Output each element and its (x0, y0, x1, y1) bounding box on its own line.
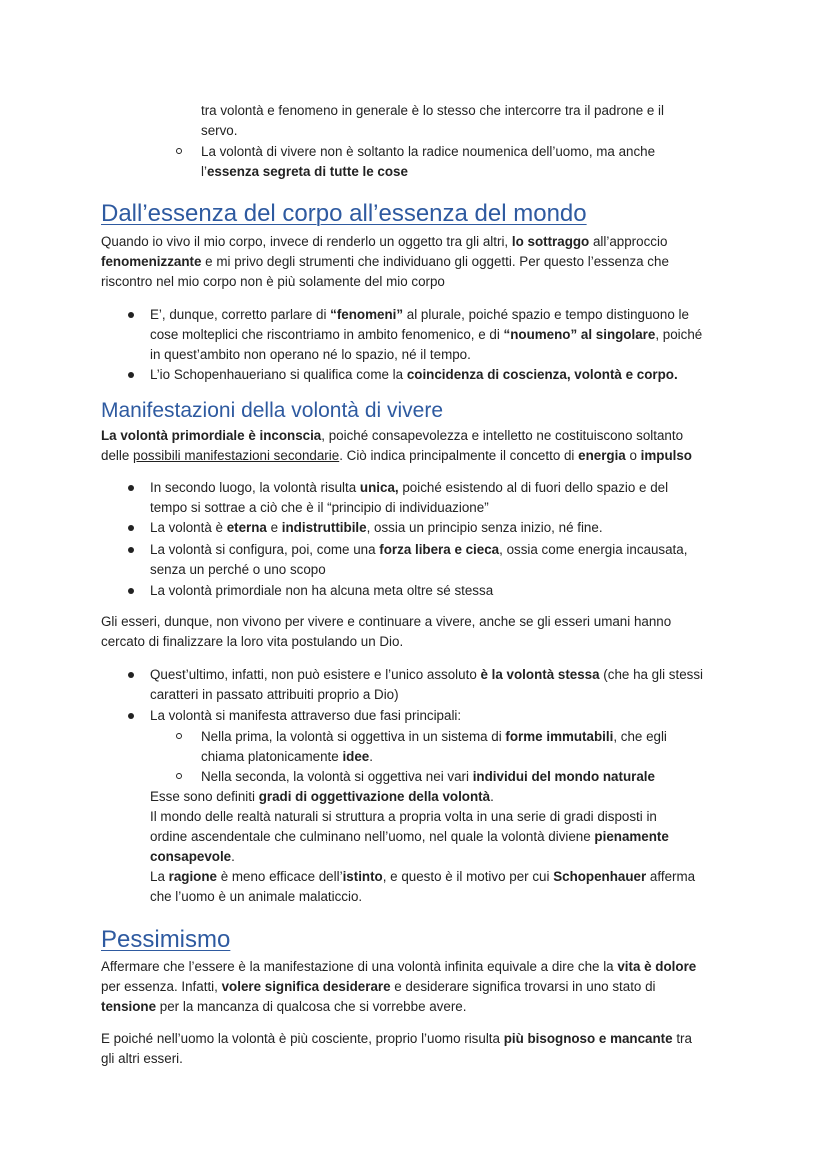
text-line: Esse sono definiti gradi di oggettivazione della volontà. (150, 789, 494, 804)
text-line: La volontà si manifesta attraverso due fasi principali: (150, 708, 462, 723)
bullet-icon (128, 525, 134, 531)
text-line: per essenza. Infatti, volere significa desiderare e desiderare significa trovarsi in uno stato di (101, 979, 656, 994)
text-line: in quest’ambito non operano né lo spazio, né il tempo. (150, 347, 471, 362)
bullet-icon (128, 672, 134, 678)
text-line: riscontro nel mio corpo non è più solamente del mio corpo (101, 274, 445, 289)
bullet-icon (128, 485, 134, 491)
text-line: che l’uomo è un animale malaticcio. (150, 889, 363, 904)
text-line: La ragione è meno efficace dell’istinto, e questo è il motivo per cui Schopenhauer afferma (150, 869, 696, 884)
text-line: Gli esseri, dunque, non vivono per vivere e continuare a vivere, anche se gli esseri umani hanno (101, 614, 672, 629)
text-line: tra volontà e fenomeno in generale è lo stesso che intercorre tra il padrone e il (201, 103, 664, 118)
text-line: La volontà primordiale non ha alcuna meta oltre sé stessa (150, 583, 494, 598)
text-line: fenomenizzante e mi privo degli strumenti che individuano gli oggetti. Per questo l’essenza che (101, 254, 669, 269)
text-line: tempo si sottrae a ciò che è il “principio di individuazione” (150, 500, 489, 515)
text-line: In secondo luogo, la volontà risulta unica, poiché esistendo al di fuori dello spazio e del (150, 480, 669, 495)
section-heading: Dall’essenza del corpo all’essenza del mondo (101, 200, 587, 227)
text-line: Nella prima, la volontà si oggettiva in un sistema di forme immutabili, che egli (201, 729, 667, 744)
text-line: gli altri esseri. (101, 1051, 183, 1066)
text-line: l’essenza segreta di tutte le cose (201, 164, 408, 179)
sub-bullet-icon (176, 733, 182, 739)
text-line: Quando io vivo il mio corpo, invece di renderlo un oggetto tra gli altri, lo sottraggo all’approccio (101, 234, 668, 249)
text-line: Nella seconda, la volontà si oggettiva nei vari individui del mondo naturale (201, 769, 655, 784)
text-line: tensione per la mancanza di qualcosa che si vorrebbe avere. (101, 999, 467, 1014)
text-line: cose molteplici che riscontriamo in ambito fenomenico, e di “noumeno” al singolare, poiché (150, 327, 703, 342)
sub-bullet-icon (176, 773, 182, 779)
section-heading: Manifestazioni della volontà di vivere (101, 399, 444, 422)
text-line: servo. (201, 123, 238, 138)
text-line: Il mondo delle realtà naturali si struttura a propria volta in una serie di gradi disposti in (150, 809, 657, 824)
text-line: cercato di finalizzare la loro vita postulando un Dio. (101, 634, 404, 649)
text-line: La volontà di vivere non è soltanto la radice noumenica dell’uomo, ma anche (201, 144, 656, 159)
section-heading: Pessimismo (101, 926, 231, 953)
text-line: E poiché nell’uomo la volontà è più cosciente, proprio l’uomo risulta più bisognoso e mancante tra (101, 1031, 692, 1046)
bullet-icon (128, 312, 134, 318)
text-line: delle possibili manifestazioni secondarie. Ciò indica principalmente il concetto di energia o impulso (101, 448, 692, 463)
text-line: La volontà è eterna e indistruttibile, ossia un principio senza inizio, né fine. (150, 520, 603, 535)
bullet-icon (128, 547, 134, 553)
bullet-icon (128, 372, 134, 378)
text-line: caratteri in passato attribuiti proprio a Dio) (150, 687, 399, 702)
bullet-icon (128, 713, 134, 719)
bullet-icon (128, 588, 134, 594)
text-line: E’, dunque, corretto parlare di “fenomeni” al plurale, poiché spazio e tempo distinguono le (150, 307, 689, 322)
sub-bullet-icon (176, 148, 182, 154)
text-line: consapevole. (150, 849, 235, 864)
text-line: La volontà si configura, poi, come una forza libera e cieca, ossia come energia incausata, (150, 542, 688, 557)
text-line: Quest’ultimo, infatti, non può esistere e l’unico assoluto è la volontà stessa (che ha gli stessi (150, 667, 704, 682)
text-line: Affermare che l’essere è la manifestazione di una volontà infinita equivale a dire che la vita è dolore (101, 959, 697, 974)
text-line: chiama platonicamente idee. (201, 749, 373, 764)
text-line: ordine ascendentale che culminano nell’uomo, nel quale la volontà diviene pienamente (150, 829, 669, 844)
text-line: La volontà primordiale è inconscia, poiché consapevolezza e intelletto ne costituiscono soltanto (101, 428, 684, 443)
text-line: L’io Schopenhaueriano si qualifica come la coincidenza di coscienza, volontà e corpo. (150, 367, 678, 382)
text-line: senza un perché o uno scopo (150, 562, 326, 577)
